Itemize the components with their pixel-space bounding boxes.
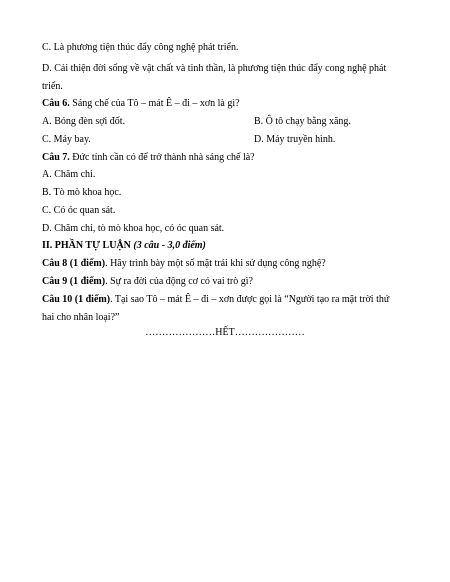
q7-option-c: C. Có óc quan sát.: [42, 205, 116, 216]
q7-option-b: B. Tò mò khoa học.: [42, 187, 122, 198]
section-2-heading: [42, 239, 206, 252]
end-marker: …………………HẾT…………………: [145, 327, 305, 338]
q6-option-d: D. Máy truyền hình.: [254, 134, 336, 145]
question-7-label: Câu 7.: [42, 152, 70, 163]
question-6-label: Câu 6.: [42, 98, 70, 109]
section-2-subtitle: (3 câu - 3,0 điểm): [133, 240, 206, 251]
question-8-text: . Hãy trình bày một số mặt trái khi sử dụng công nghệ?: [105, 258, 326, 269]
question-6-text: Sáng chế của Tô – mát Ê – đi – xơn là gì?: [69, 98, 240, 109]
section-2-title: II. PHẦN TỰ LUẬN: [42, 240, 134, 251]
question-8-label: Câu 8 (1 điểm): [42, 258, 106, 269]
option-d-line-1: D. Cải thiện đời sống về vật chất và tinh thần, là phương tiện thúc đẩy cong nghệ phát: [42, 63, 387, 74]
question-10-text-1: . Tại sao Tô – mát Ê – đi – xơn được gọi là “Người tạo ra mặt trời thứ: [110, 294, 390, 305]
q6-option-c: C. Máy bay.: [42, 134, 91, 145]
question-7-text: Đức tính cần có để trở thành nhà sáng chế là?: [69, 152, 255, 163]
question-10: [42, 293, 389, 306]
question-8: [42, 257, 326, 270]
question-10-line-2: hai cho nhân loại?”: [42, 312, 120, 323]
q7-option-a: A. Chăm chỉ.: [42, 169, 96, 180]
q6-option-a: A. Bóng đèn sợi đốt.: [42, 116, 126, 127]
option-c-line: C. Là phương tiện thúc đẩy công nghệ phát triển.: [42, 42, 239, 53]
question-7: [42, 151, 255, 164]
question-10-label: Câu 10 (1 điểm): [42, 294, 111, 305]
question-9: [42, 275, 253, 288]
question-6: [42, 97, 240, 110]
option-d-line-2: triển.: [42, 81, 63, 92]
q6-option-b: B. Ô tô chạy bằng xăng.: [254, 116, 351, 127]
question-9-label: Câu 9 (1 điểm): [42, 276, 106, 287]
question-9-text: . Sự ra đời của động cơ có vai trò gì?: [105, 276, 253, 287]
q7-option-d: D. Chăm chỉ, tò mò khoa học, có óc quan sát.: [42, 223, 225, 234]
